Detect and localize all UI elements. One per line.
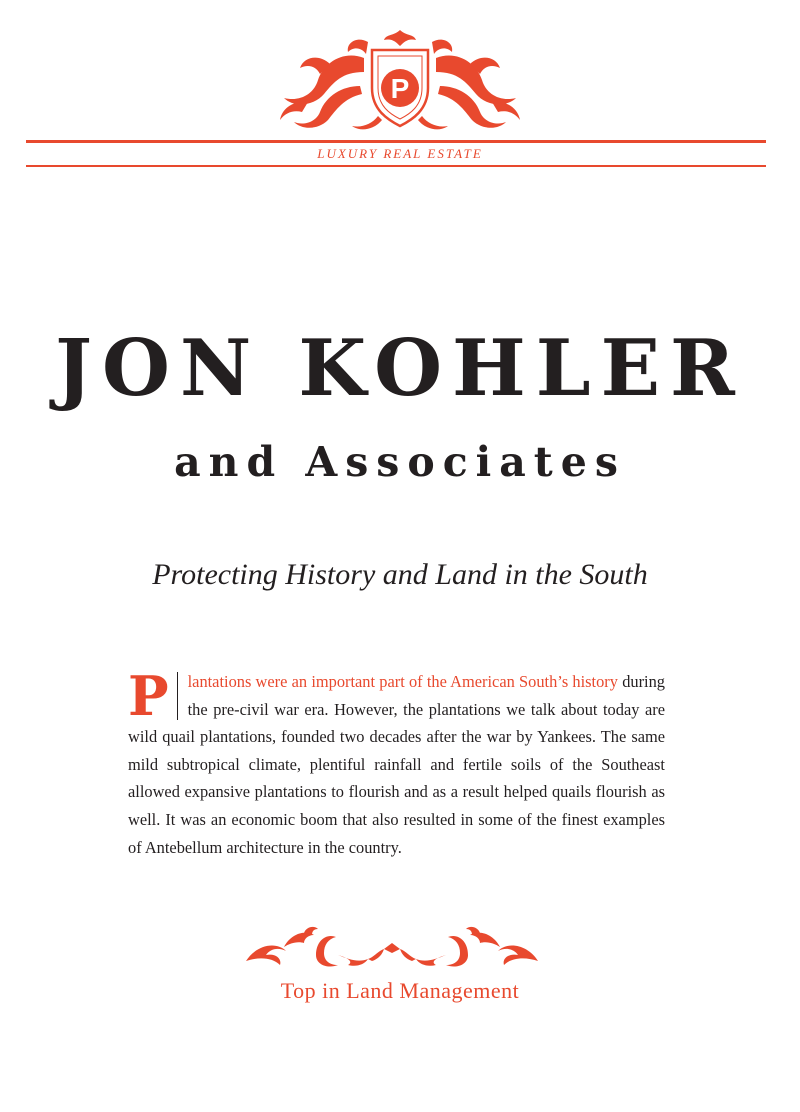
footer-tagline: Top in Land Management xyxy=(280,978,520,1003)
company-subtitle: and Associates xyxy=(174,438,626,486)
drop-cap-divider xyxy=(177,672,178,720)
motto: Protecting History and Land in the South xyxy=(152,558,648,591)
company-title: JON KOHLER xyxy=(55,323,745,414)
header-rule-bottom xyxy=(26,165,766,167)
article-paragraph xyxy=(128,664,665,861)
flourish-ornament xyxy=(244,925,540,969)
article-lead: lantations were an important part of the American South’s history xyxy=(187,672,618,691)
logo-letter: P xyxy=(390,73,410,104)
crest-logo xyxy=(268,28,532,132)
header-rule-top xyxy=(26,140,766,143)
article-body: during the pre-civil war era. However, the plantations we talk about today are wild quail plantations, founded two decades after the war by Yankees. The same mild subtropical climate, plentiful rainfall and fertile soils of the Southeast allowed expansive plantations to flourish and as a result helped quails flourish as well. It was an economic boom that also resulted in some of the finest examples of Antebellum architecture in the country. xyxy=(128,672,665,857)
drop-cap: P xyxy=(128,664,169,728)
header-tagline: LUXURY REAL ESTATE xyxy=(317,146,483,161)
